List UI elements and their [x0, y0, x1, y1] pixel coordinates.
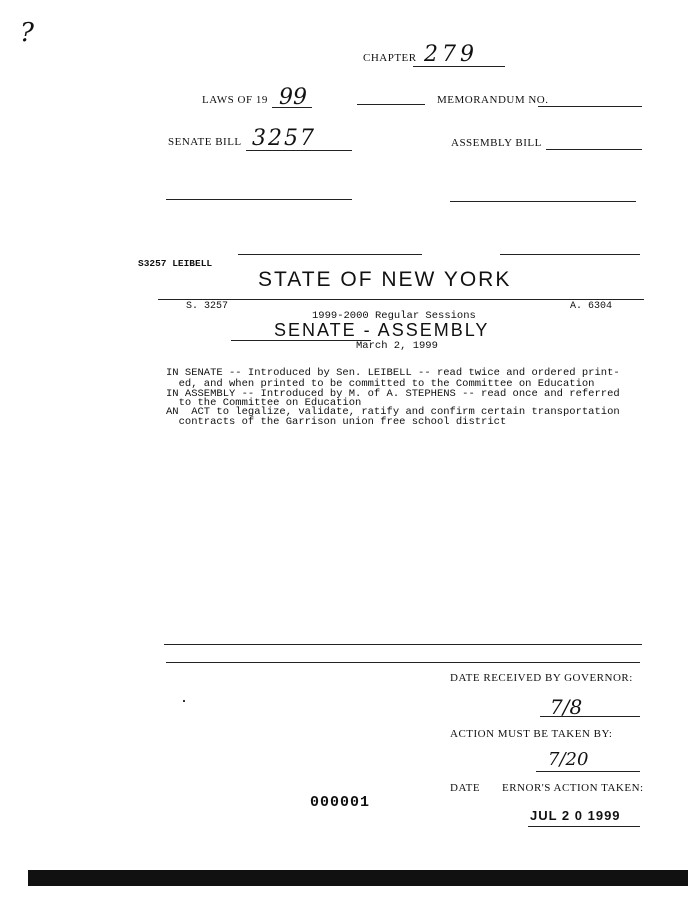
body-line: to the Committee on Education	[166, 397, 362, 409]
blank-line-left	[166, 199, 352, 200]
senate-bill-value: 3257	[252, 126, 316, 151]
blank-line-right	[450, 201, 636, 202]
laws-label: LAWS OF 19	[202, 94, 268, 106]
chapter-value: 279	[424, 42, 478, 67]
stray-dot	[183, 700, 185, 702]
assembly-bill-label: ASSEMBLY BILL	[451, 137, 542, 149]
body-line: AN ACT to legalize, validate, ratify and confirm certain transportation	[166, 406, 620, 418]
action-taken-stamp: JUL 2 0 1999	[530, 808, 621, 823]
date-received-label: DATE RECEIVED BY GOVERNOR:	[450, 672, 633, 684]
senate-bill-underline	[246, 150, 352, 151]
memorandum-label: MEMORANDUM NO.	[437, 94, 549, 106]
bill-date: March 2, 1999	[356, 340, 438, 352]
action-by-underline	[536, 771, 640, 772]
action-by-value: 7/20	[548, 749, 589, 770]
senate-bill-label: SENATE BILL	[168, 136, 242, 148]
body-line: IN SENATE -- Introduced by Sen. LEIBELL -- read twice and ordered print-	[166, 367, 620, 379]
date-label: DATE	[450, 782, 481, 794]
body-line: contracts of the Garrison union free school district	[166, 416, 507, 428]
chapter-underline	[413, 66, 505, 67]
laws-blank-line	[357, 104, 425, 105]
action-taken-label: ERNOR'S ACTION TAKEN:	[502, 782, 644, 794]
sessions-line: 1999-2000 Regular Sessions	[312, 310, 476, 322]
bill-top-line-left	[238, 254, 422, 255]
state-title: STATE OF NEW YORK	[258, 268, 512, 291]
corner-question-mark: ?	[20, 18, 34, 48]
laws-value: 99	[279, 85, 307, 110]
body-line: IN ASSEMBLY -- Introduced by M. of A. STEPHENS -- read once and referred	[166, 388, 620, 400]
scan-bottom-edge	[28, 870, 688, 886]
assembly-bill-underline	[546, 149, 642, 150]
houses-underline	[231, 340, 371, 341]
title-rule	[158, 299, 644, 300]
page-number: 000001	[310, 794, 371, 811]
senate-number: S. 3257	[186, 301, 229, 312]
separator-line	[164, 644, 642, 645]
action-taken-underline	[528, 826, 640, 827]
action-by-label: ACTION MUST BE TAKEN BY:	[450, 728, 613, 740]
houses-line: SENATE - ASSEMBLY	[274, 320, 490, 340]
assembly-number: A. 6304	[570, 301, 613, 312]
bill-top-line-right	[500, 254, 640, 255]
date-received-value: 7/8	[550, 695, 583, 719]
separator-line	[166, 662, 640, 663]
memorandum-underline	[538, 106, 642, 107]
bill-number-sponsor: S3257 LEIBELL	[138, 258, 213, 269]
chapter-label: CHAPTER	[363, 52, 417, 64]
laws-underline	[272, 107, 312, 108]
body-line: ed, and when printed to be committed to the Committee on Education	[166, 378, 595, 390]
date-received-underline	[540, 716, 640, 717]
